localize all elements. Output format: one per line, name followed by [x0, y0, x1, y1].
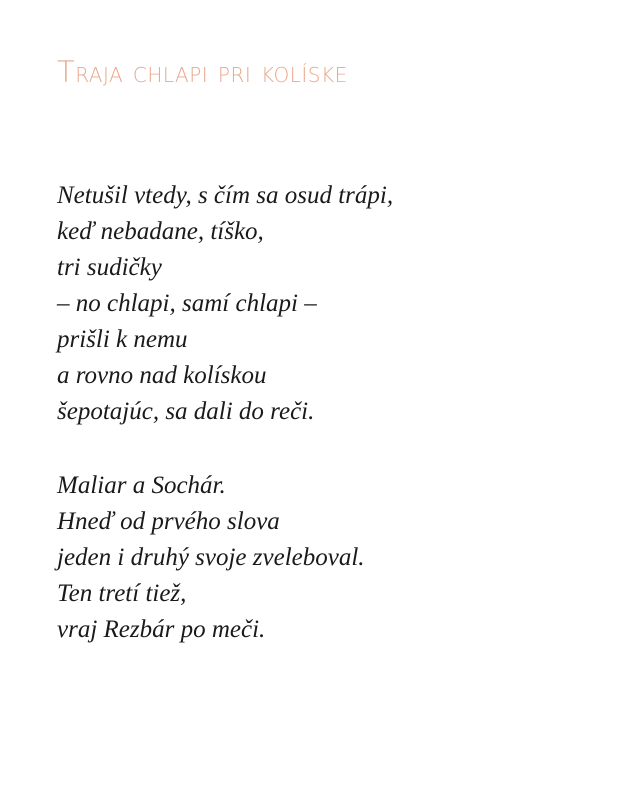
poem-body — [57, 178, 617, 686]
poem-line: šepotajúc, sa dali do reči. — [57, 398, 315, 425]
poem-line: Ten tretí tiež, — [57, 580, 187, 607]
poem-line: a rovno nad kolískou — [57, 362, 267, 389]
poem-line: jeden i druhý svoje zveleboval. — [57, 544, 365, 571]
poem-line: – no chlapi, samí chlapi – — [57, 290, 317, 317]
stanza-1 — [57, 178, 617, 430]
poem-line: tri sudičky — [57, 254, 162, 281]
poem-title: Traja chlapi pri kolíske — [57, 55, 348, 89]
poem-line: vraj Rezbár po meči. — [57, 616, 266, 643]
poem-line: keď nebadane, tíško, — [57, 218, 264, 245]
poem-line: prišli k nemu — [57, 326, 188, 353]
poem-line: Maliar a Sochár. — [57, 472, 226, 499]
poem-line: Hneď od prvého slova — [57, 508, 280, 535]
stanza-2 — [57, 468, 617, 648]
poem-line: Netušil vtedy, s čím sa osud trápi, — [57, 182, 394, 209]
